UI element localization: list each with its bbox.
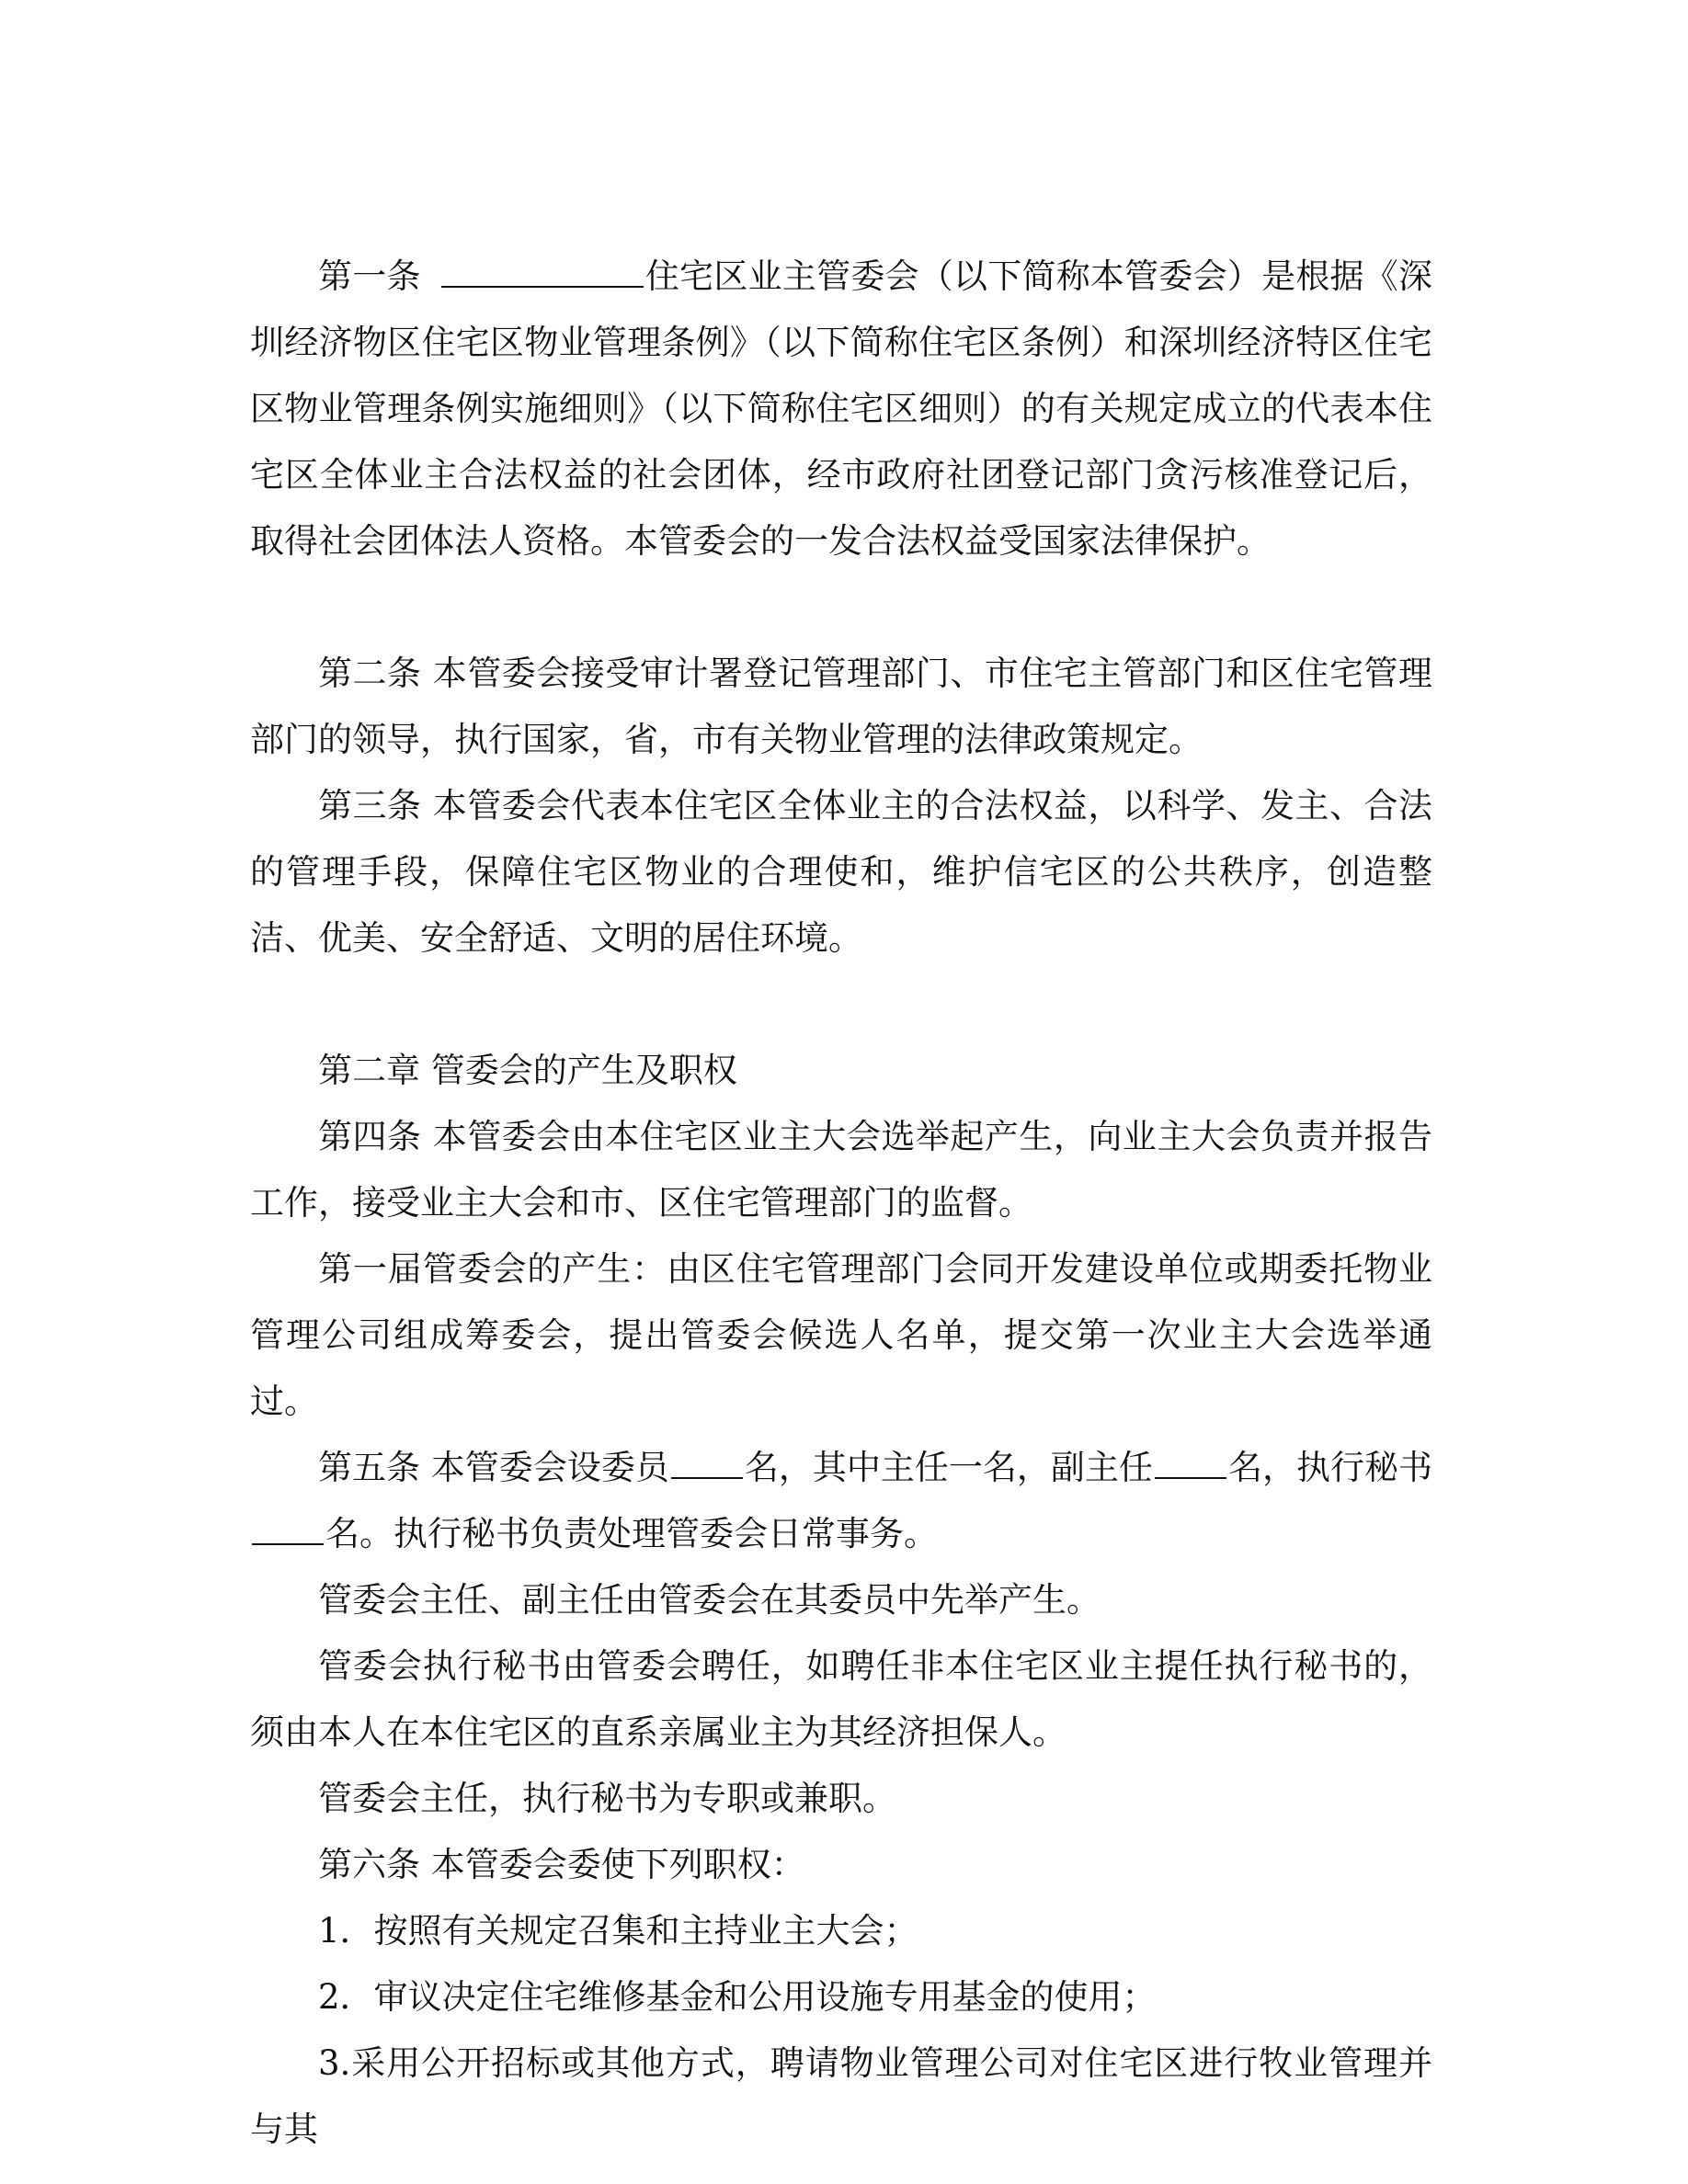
- article-5-part-2: 名，其中主任一名，副主任: [744, 1448, 1153, 1487]
- article-2: 第二条 本管委会接受审计署登记管理部门、市住宅主管部门和区住宅管理部门的领导，执行国家，省，市有关物业管理的法律政策规定。: [250, 654, 1432, 759]
- article-1-text: 住宅区业主管委会（以下简称本管委会）是根据《深圳经济物区住宅区物业管理条例》（以下简称住宅区条例）和深圳经济特区住宅区物业管理条例实施细则》（以下简称住宅区细则）的有关规定成立的代表本住宅区全体业主合法权益的社会团体，经市政府社团登记部门贪污核准登记后，取得社会团体法人资格。本管委会的一发合法权益受国家法律保护。: [250, 256, 1433, 561]
- secretary-hiring-paragraph: 管委会执行秘书由管委会聘任，如聘任非本住宅区业主提任执行秘书的，须由本人在本住宅区的直系亲属业主为其经济担保人。: [250, 1646, 1432, 1752]
- list-item-2: 2．审议决定住宅维修基金和公用设施专用基金的使用；: [318, 1977, 1157, 2017]
- article-1: [250, 244, 1432, 574]
- section-gap: [250, 972, 1432, 1038]
- article-5-part-3: 名，执行秘书: [1227, 1448, 1433, 1487]
- secretary-count-blank: [252, 1512, 324, 1545]
- section-gap: [250, 574, 1432, 641]
- article-5-part-1: 第五条 本管委会设委员: [318, 1448, 669, 1487]
- article-5-part-4: 名。执行秘书负责处理管委会日常事务。: [325, 1514, 938, 1553]
- article-5: [250, 1435, 1432, 1567]
- members-count-blank: [671, 1446, 743, 1479]
- chair-election-paragraph: 管委会主任、副主任由管委会在其委员中先举产生。: [318, 1580, 1101, 1620]
- document-body: [250, 244, 1432, 2163]
- article-3: 第三条 本管委会代表本住宅区全体业主的合法权益，以科学、发主、合法的管理手段，保障住宅区物业的合理使和，维护信宅区的公共秩序，创造整洁、优美、安全舒适、文明的居住环境。: [250, 786, 1432, 958]
- chapter-2-heading: 第二章 管委会的产生及职权: [318, 1051, 737, 1090]
- article-4: 第四条 本管委会由本住宅区业主大会选举起产生，向业主大会负责并报告工作，接受业主大会和市、区住宅管理部门的监督。: [250, 1117, 1432, 1223]
- first-committee-paragraph: 第一届管委会的产生：由区住宅管理部门会同开发建设单位或期委托物业管理公司组成筹委会，提出管委会候选人名单，提交第一次业主大会选举通过。: [250, 1249, 1432, 1421]
- list-item-3: 3.采用公开招标或其他方式，聘请物业管理公司对住宅区进行牧业管理并与其: [250, 2043, 1432, 2149]
- name-blank: [441, 255, 644, 288]
- list-item-1: 1．按照有关规定召集和主持业主大会；: [318, 1911, 918, 1951]
- fulltime-paragraph: 管委会主任，执行秘书为专职或兼职。: [318, 1779, 896, 1818]
- article-6: 第六条 本管委会委使下列职权：: [318, 1845, 805, 1884]
- vice-chair-count-blank: [1155, 1446, 1226, 1479]
- article-1-prefix: 第一条: [318, 256, 421, 296]
